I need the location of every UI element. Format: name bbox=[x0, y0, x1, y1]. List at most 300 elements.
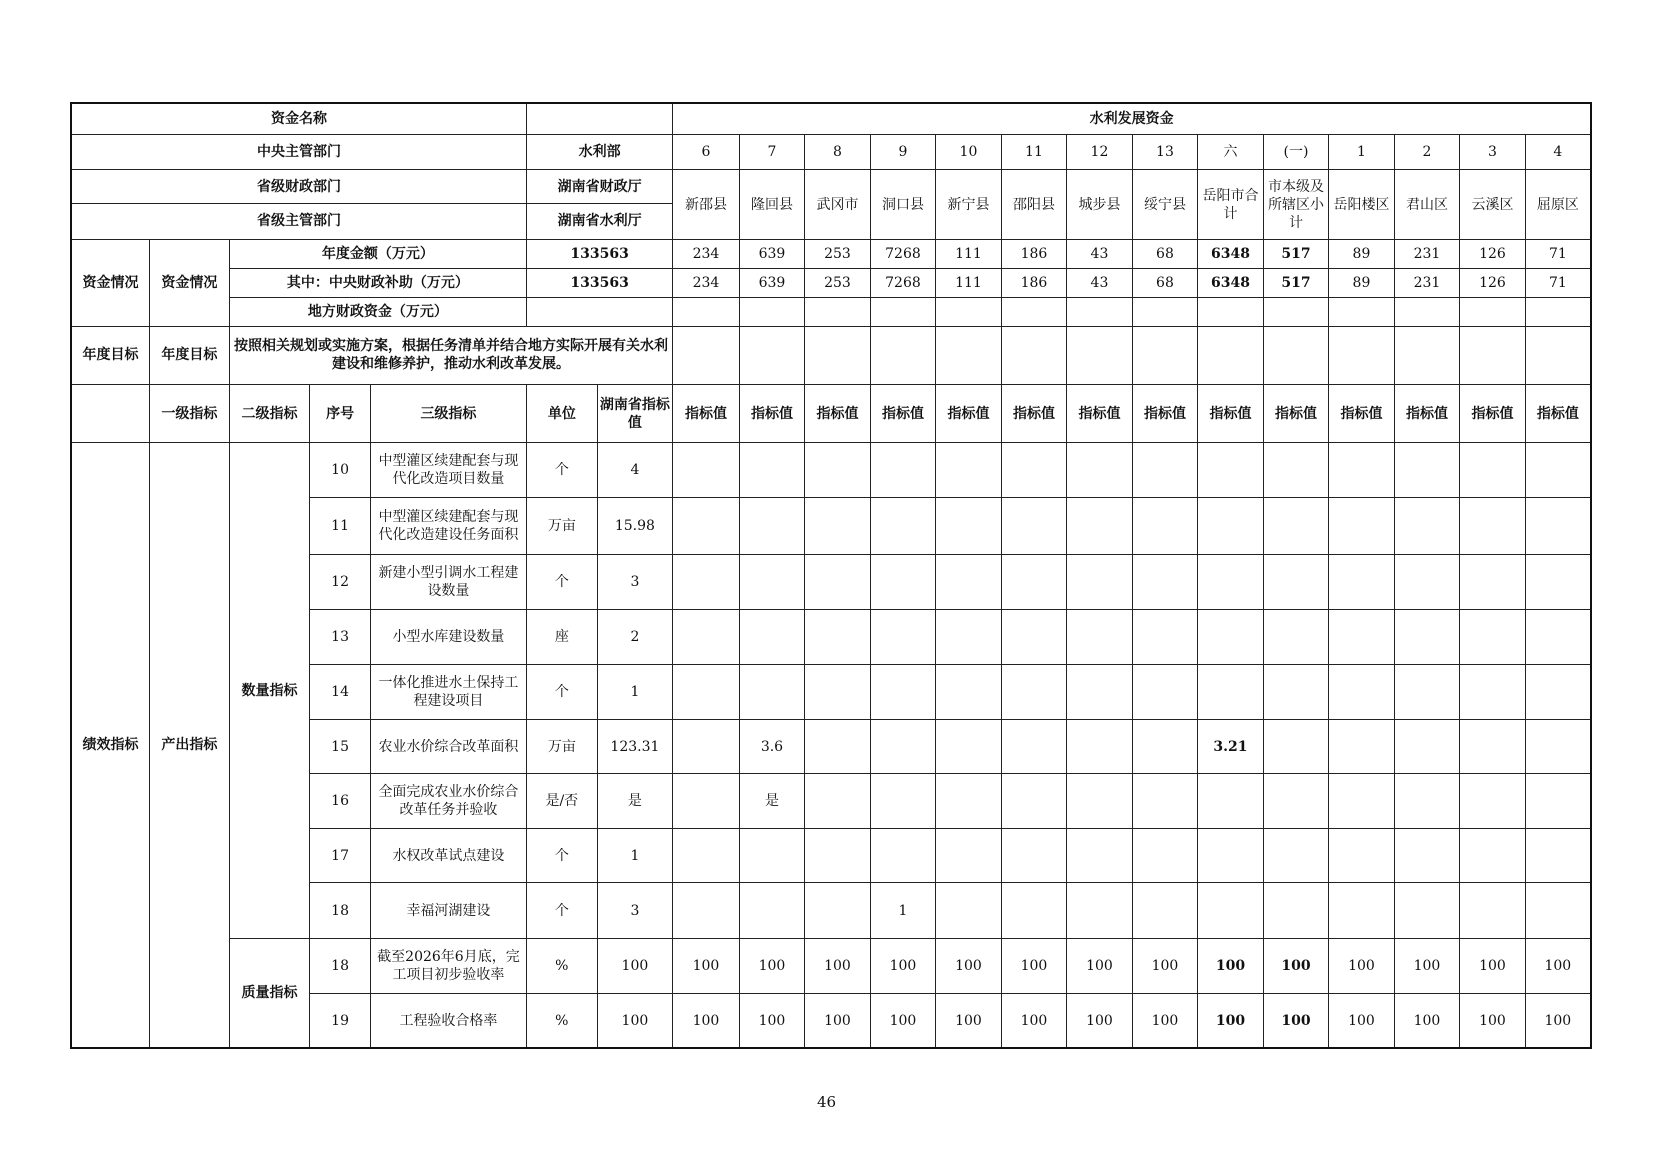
indicator-value-cell bbox=[936, 665, 1002, 720]
indicator-value-cell: 100 bbox=[1067, 994, 1133, 1048]
annual-amount-cell: 186 bbox=[1001, 239, 1067, 268]
indicator-value-cell bbox=[1067, 883, 1133, 939]
indicator-value-cell bbox=[739, 883, 805, 939]
indicator-unit: 个 bbox=[527, 883, 598, 939]
indicator-unit: % bbox=[527, 939, 598, 994]
goal-sub-label: 年度目标 bbox=[150, 326, 230, 384]
indicator-value-cell bbox=[1329, 665, 1395, 720]
indicator-value-cell bbox=[1001, 555, 1067, 610]
indicator-name: 水权改革试点建设 bbox=[370, 829, 526, 883]
performance-table bbox=[70, 102, 1592, 1049]
central-subsidy-cell: 68 bbox=[1132, 268, 1198, 298]
indicator-row bbox=[71, 443, 1591, 498]
central-subsidy-cell: 126 bbox=[1460, 268, 1526, 298]
indicator-value-cell bbox=[673, 883, 740, 939]
fund-name-blank bbox=[527, 103, 673, 135]
indicator-value-cell bbox=[1263, 610, 1329, 665]
indicator-value-cell bbox=[1263, 774, 1329, 829]
indicator-seq: 13 bbox=[310, 610, 370, 665]
region-number: 12 bbox=[1067, 135, 1133, 170]
indicator-value-header: 指标值 bbox=[1460, 384, 1526, 442]
local-fund-cell bbox=[1001, 298, 1067, 327]
region-number: 9 bbox=[870, 135, 936, 170]
indicator-name: 工程验收合格率 bbox=[370, 994, 526, 1048]
indicator-prov-value: 123.31 bbox=[597, 720, 673, 774]
local-fund-cell bbox=[936, 298, 1002, 327]
indicator-value-header: 指标值 bbox=[1001, 384, 1067, 442]
indicator-unit: 个 bbox=[527, 829, 598, 883]
indicator-value-cell bbox=[673, 720, 740, 774]
indicator-name: 一体化推进水土保持工程建设项目 bbox=[370, 665, 526, 720]
prov-dept-label: 省级主管部门 bbox=[71, 204, 527, 240]
local-fund-cell bbox=[1394, 298, 1460, 327]
indicator-value-cell bbox=[1198, 774, 1264, 829]
indicator-prov-value: 15.98 bbox=[597, 498, 673, 555]
indicator-value-cell bbox=[1067, 774, 1133, 829]
indicator-value-cell bbox=[1001, 774, 1067, 829]
indicator-name: 幸福河湖建设 bbox=[370, 883, 526, 939]
central-dept-value: 水利部 bbox=[527, 135, 673, 170]
indicator-value-cell bbox=[1460, 829, 1526, 883]
goal-text: 按照相关规划或实施方案，根据任务清单并结合地方实际开展有关水利建设和维修养护，推动水利改革发展。 bbox=[229, 326, 672, 384]
indicator-value-cell: 100 bbox=[739, 939, 805, 994]
indicator-unit: 万亩 bbox=[527, 720, 598, 774]
indicator-value-cell bbox=[1525, 883, 1591, 939]
indicator-value-header: 指标值 bbox=[739, 384, 805, 442]
indicator-seq: 19 bbox=[310, 994, 370, 1048]
indicator-value-cell bbox=[739, 443, 805, 498]
indicator-value-cell bbox=[1460, 498, 1526, 555]
local-fund-cell bbox=[1198, 298, 1264, 327]
region-name: 邵阳县 bbox=[1001, 170, 1067, 240]
indicator-name: 农业水价综合改革面积 bbox=[370, 720, 526, 774]
indicator-value-cell bbox=[1001, 498, 1067, 555]
indicator-value-cell bbox=[1198, 498, 1264, 555]
local-fund-cell bbox=[1263, 298, 1329, 327]
indicator-value-cell bbox=[1067, 610, 1133, 665]
region-name: 市本级及所辖区小计 bbox=[1263, 170, 1329, 240]
region-number: 8 bbox=[805, 135, 871, 170]
central-subsidy-cell: 253 bbox=[805, 268, 871, 298]
goal-blank-cell bbox=[936, 326, 1002, 384]
performance-label: 绩效指标 bbox=[71, 443, 150, 1048]
annual-amount-cell: 71 bbox=[1525, 239, 1591, 268]
region-name: 洞口县 bbox=[870, 170, 936, 240]
indicator-value-cell bbox=[1525, 829, 1591, 883]
indicator-value-header: 指标值 bbox=[870, 384, 936, 442]
indicator-value-cell: 100 bbox=[1460, 939, 1526, 994]
local-fund-cell bbox=[1525, 298, 1591, 327]
indicator-value-cell: 100 bbox=[1067, 939, 1133, 994]
indicator-value-cell: 3.6 bbox=[739, 720, 805, 774]
local-fund-cell bbox=[805, 298, 871, 327]
indicator-value-cell bbox=[1394, 883, 1460, 939]
indicator-name: 小型水库建设数量 bbox=[370, 610, 526, 665]
indicator-value-cell bbox=[805, 555, 871, 610]
indicator-value-cell: 100 bbox=[1001, 939, 1067, 994]
central-subsidy-cell: 89 bbox=[1329, 268, 1395, 298]
indicator-value-cell bbox=[870, 498, 936, 555]
annual-amount-cell: 253 bbox=[805, 239, 871, 268]
goal-blank-cell bbox=[1001, 326, 1067, 384]
indicator-value-cell bbox=[673, 829, 740, 883]
ind-head-unit: 单位 bbox=[527, 384, 598, 442]
indicator-value-cell bbox=[1132, 665, 1198, 720]
output-indicator-label: 产出指标 bbox=[150, 443, 230, 1048]
fund-name-label: 资金名称 bbox=[71, 103, 527, 135]
indicator-value-cell bbox=[936, 498, 1002, 555]
indicator-value-cell bbox=[1001, 883, 1067, 939]
region-number: 2 bbox=[1394, 135, 1460, 170]
indicator-value-cell bbox=[1263, 443, 1329, 498]
indicator-seq: 11 bbox=[310, 498, 370, 555]
indicator-value-cell: 100 bbox=[1460, 994, 1526, 1048]
indicator-name: 新建小型引调水工程建设数量 bbox=[370, 555, 526, 610]
annual-amount-total: 133563 bbox=[527, 239, 673, 268]
indicator-value-cell bbox=[1329, 829, 1395, 883]
indicator-value-cell bbox=[1198, 610, 1264, 665]
indicator-prov-value: 100 bbox=[597, 939, 673, 994]
indicator-value-cell bbox=[673, 610, 740, 665]
indicator-value-cell bbox=[1067, 555, 1133, 610]
indicator-value-cell bbox=[805, 883, 871, 939]
central-dept-label: 中央主管部门 bbox=[71, 135, 527, 170]
central-subsidy-cell: 517 bbox=[1263, 268, 1329, 298]
region-name: 岳阳楼区 bbox=[1329, 170, 1395, 240]
goal-blank-cell bbox=[673, 326, 740, 384]
indicator-prov-value: 100 bbox=[597, 994, 673, 1048]
region-number: 13 bbox=[1132, 135, 1198, 170]
indicator-value-cell bbox=[1001, 610, 1067, 665]
indicator-value-cell bbox=[1329, 498, 1395, 555]
indicator-value-cell: 100 bbox=[1263, 939, 1329, 994]
funds-sub-label: 资金情况 bbox=[150, 239, 230, 326]
central-subsidy-total: 133563 bbox=[527, 268, 673, 298]
indicator-value-cell bbox=[1460, 443, 1526, 498]
goal-blank-cell bbox=[1329, 326, 1395, 384]
indicator-value-cell bbox=[1394, 774, 1460, 829]
goal-blank-cell bbox=[1132, 326, 1198, 384]
ind-head-level3: 三级指标 bbox=[370, 384, 526, 442]
indicator-value-cell: 100 bbox=[870, 994, 936, 1048]
indicator-value-cell: 100 bbox=[1525, 994, 1591, 1048]
ind-head-seq: 序号 bbox=[310, 384, 370, 442]
indicator-value-cell bbox=[936, 443, 1002, 498]
indicator-value-cell bbox=[1329, 720, 1395, 774]
goal-blank-cell bbox=[870, 326, 936, 384]
indicator-value-cell bbox=[805, 498, 871, 555]
ind-head-prov-value: 湖南省指标值 bbox=[597, 384, 673, 442]
indicator-value-cell bbox=[1198, 829, 1264, 883]
indicator-value-cell: 100 bbox=[1394, 939, 1460, 994]
quantity-indicator-label: 数量指标 bbox=[229, 443, 310, 939]
region-number: 3 bbox=[1460, 135, 1526, 170]
local-fund-cell bbox=[870, 298, 936, 327]
goal-blank-cell bbox=[1067, 326, 1133, 384]
annual-amount-cell: 6348 bbox=[1198, 239, 1264, 268]
indicator-value-header: 指标值 bbox=[1525, 384, 1591, 442]
indicator-unit: 万亩 bbox=[527, 498, 598, 555]
indicator-value-cell bbox=[1394, 720, 1460, 774]
indicator-value-cell bbox=[1394, 498, 1460, 555]
indicator-value-cell bbox=[805, 443, 871, 498]
goal-label: 年度目标 bbox=[71, 326, 150, 384]
region-number: 6 bbox=[673, 135, 740, 170]
indicator-value-header: 指标值 bbox=[936, 384, 1002, 442]
indicator-value-cell bbox=[739, 829, 805, 883]
annual-amount-cell: 126 bbox=[1460, 239, 1526, 268]
indicator-unit: 座 bbox=[527, 610, 598, 665]
indicator-prov-value: 1 bbox=[597, 665, 673, 720]
goal-blank-cell bbox=[805, 326, 871, 384]
indicator-value-cell bbox=[1198, 883, 1264, 939]
annual-amount-cell: 89 bbox=[1329, 239, 1395, 268]
indicator-prov-value: 4 bbox=[597, 443, 673, 498]
indicator-value-cell bbox=[1001, 665, 1067, 720]
indicator-value-cell bbox=[1329, 774, 1395, 829]
region-number: 7 bbox=[739, 135, 805, 170]
indicator-value-cell bbox=[805, 665, 871, 720]
indicator-value-cell bbox=[1460, 665, 1526, 720]
funds-section-label: 资金情况 bbox=[71, 239, 150, 326]
indicator-value-cell bbox=[1460, 610, 1526, 665]
indicator-unit: 个 bbox=[527, 555, 598, 610]
local-fund-cell bbox=[1132, 298, 1198, 327]
indicator-value-cell bbox=[805, 720, 871, 774]
fund-name-value: 水利发展资金 bbox=[673, 103, 1591, 135]
indicator-value-cell bbox=[1132, 443, 1198, 498]
local-fund-cell bbox=[739, 298, 805, 327]
indicator-value-cell bbox=[673, 443, 740, 498]
indicator-value-cell bbox=[936, 883, 1002, 939]
local-fund-total bbox=[527, 298, 673, 327]
indicator-value-cell bbox=[1067, 443, 1133, 498]
indicator-value-cell bbox=[936, 720, 1002, 774]
indicator-seq: 18 bbox=[310, 939, 370, 994]
ind-head-blank bbox=[71, 384, 150, 442]
indicator-value-header: 指标值 bbox=[1198, 384, 1264, 442]
indicator-value-header: 指标值 bbox=[1329, 384, 1395, 442]
indicator-value-cell: 100 bbox=[1001, 994, 1067, 1048]
indicator-value-cell bbox=[1132, 883, 1198, 939]
annual-amount-label: 年度金额（万元） bbox=[229, 239, 526, 268]
indicator-value-cell bbox=[1263, 829, 1329, 883]
indicator-value-cell bbox=[1525, 498, 1591, 555]
region-number: 10 bbox=[936, 135, 1002, 170]
page-number: 46 bbox=[816, 1093, 837, 1111]
indicator-seq: 15 bbox=[310, 720, 370, 774]
annual-amount-cell: 7268 bbox=[870, 239, 936, 268]
indicator-value-cell bbox=[1525, 610, 1591, 665]
indicator-value-cell: 100 bbox=[1198, 939, 1264, 994]
region-name: 君山区 bbox=[1394, 170, 1460, 240]
annual-amount-cell: 231 bbox=[1394, 239, 1460, 268]
indicator-value-cell bbox=[1198, 665, 1264, 720]
central-subsidy-cell: 6348 bbox=[1198, 268, 1264, 298]
indicator-value-cell bbox=[1263, 883, 1329, 939]
ind-head-level2: 二级指标 bbox=[229, 384, 310, 442]
indicator-value-header: 指标值 bbox=[1132, 384, 1198, 442]
goal-blank-cell bbox=[1525, 326, 1591, 384]
indicator-row bbox=[71, 939, 1591, 994]
goal-blank-cell bbox=[1198, 326, 1264, 384]
indicator-value-cell bbox=[1132, 774, 1198, 829]
indicator-value-cell bbox=[1460, 774, 1526, 829]
central-subsidy-cell: 231 bbox=[1394, 268, 1460, 298]
indicator-unit: % bbox=[527, 994, 598, 1048]
indicator-value-cell bbox=[1394, 443, 1460, 498]
indicator-value-cell bbox=[1329, 555, 1395, 610]
annual-amount-cell: 234 bbox=[673, 239, 740, 268]
region-number: (一) bbox=[1263, 135, 1329, 170]
indicator-value-cell bbox=[936, 829, 1002, 883]
indicator-name: 中型灌区续建配套与现代化改造建设任务面积 bbox=[370, 498, 526, 555]
indicator-value-header: 指标值 bbox=[673, 384, 740, 442]
indicator-unit: 是/否 bbox=[527, 774, 598, 829]
indicator-value-cell bbox=[1329, 610, 1395, 665]
indicator-prov-value: 是 bbox=[597, 774, 673, 829]
indicator-value-cell bbox=[1198, 555, 1264, 610]
indicator-value-cell: 100 bbox=[1263, 994, 1329, 1048]
local-fund-label: 地方财政资金（万元） bbox=[229, 298, 526, 327]
local-fund-cell bbox=[673, 298, 740, 327]
indicator-value-cell: 100 bbox=[1132, 939, 1198, 994]
prov-finance-label: 省级财政部门 bbox=[71, 170, 527, 204]
indicator-prov-value: 1 bbox=[597, 829, 673, 883]
annual-amount-cell: 43 bbox=[1067, 239, 1133, 268]
indicator-value-cell: 100 bbox=[805, 939, 871, 994]
indicator-value-cell bbox=[870, 610, 936, 665]
prov-finance-value: 湖南省财政厅 bbox=[527, 170, 673, 204]
indicator-value-cell bbox=[1001, 720, 1067, 774]
indicator-value-cell bbox=[1001, 829, 1067, 883]
indicator-value-cell bbox=[805, 829, 871, 883]
central-subsidy-label: 其中：中央财政补助（万元） bbox=[229, 268, 526, 298]
indicator-value-header: 指标值 bbox=[1263, 384, 1329, 442]
indicator-value-cell: 是 bbox=[739, 774, 805, 829]
central-subsidy-cell: 111 bbox=[936, 268, 1002, 298]
central-subsidy-cell: 7268 bbox=[870, 268, 936, 298]
ind-head-level1: 一级指标 bbox=[150, 384, 230, 442]
indicator-value-cell: 100 bbox=[673, 939, 740, 994]
indicator-value-cell bbox=[1067, 665, 1133, 720]
region-number: 4 bbox=[1525, 135, 1591, 170]
indicator-value-cell: 100 bbox=[805, 994, 871, 1048]
indicator-value-cell bbox=[1460, 883, 1526, 939]
indicator-value-cell: 100 bbox=[870, 939, 936, 994]
quality-indicator-label: 质量指标 bbox=[229, 939, 310, 1048]
indicator-value-cell: 100 bbox=[1198, 994, 1264, 1048]
goal-blank-cell bbox=[1394, 326, 1460, 384]
indicator-value-cell bbox=[1132, 555, 1198, 610]
indicator-value-cell bbox=[673, 665, 740, 720]
indicator-value-cell bbox=[870, 720, 936, 774]
indicator-name: 截至2026年6月底，完工项目初步验收率 bbox=[370, 939, 526, 994]
indicator-name: 中型灌区续建配套与现代化改造项目数量 bbox=[370, 443, 526, 498]
region-name: 绥宁县 bbox=[1132, 170, 1198, 240]
indicator-value-cell bbox=[1460, 720, 1526, 774]
indicator-value-cell bbox=[1525, 665, 1591, 720]
indicator-value-cell bbox=[936, 610, 1002, 665]
goal-blank-cell bbox=[739, 326, 805, 384]
annual-amount-cell: 517 bbox=[1263, 239, 1329, 268]
indicator-value-cell bbox=[1132, 720, 1198, 774]
region-name: 城步县 bbox=[1067, 170, 1133, 240]
annual-amount-cell: 68 bbox=[1132, 239, 1198, 268]
region-name: 隆回县 bbox=[739, 170, 805, 240]
indicator-value-cell bbox=[673, 498, 740, 555]
goal-blank-cell bbox=[1460, 326, 1526, 384]
indicator-value-cell: 100 bbox=[936, 939, 1002, 994]
region-name: 新宁县 bbox=[936, 170, 1002, 240]
annual-amount-cell: 639 bbox=[739, 239, 805, 268]
indicator-value-cell bbox=[805, 610, 871, 665]
indicator-seq: 14 bbox=[310, 665, 370, 720]
indicator-value-cell bbox=[1329, 443, 1395, 498]
indicator-value-cell: 3.21 bbox=[1198, 720, 1264, 774]
indicator-value-cell bbox=[673, 555, 740, 610]
indicator-value-cell: 1 bbox=[870, 883, 936, 939]
central-subsidy-cell: 186 bbox=[1001, 268, 1067, 298]
region-number: 1 bbox=[1329, 135, 1395, 170]
indicator-value-cell: 100 bbox=[1394, 994, 1460, 1048]
indicator-value-cell bbox=[1263, 720, 1329, 774]
central-subsidy-cell: 71 bbox=[1525, 268, 1591, 298]
region-number: 11 bbox=[1001, 135, 1067, 170]
indicator-value-cell bbox=[870, 443, 936, 498]
annual-amount-cell: 111 bbox=[936, 239, 1002, 268]
local-fund-cell bbox=[1460, 298, 1526, 327]
indicator-value-cell bbox=[1132, 829, 1198, 883]
indicator-value-cell: 100 bbox=[673, 994, 740, 1048]
central-subsidy-cell: 639 bbox=[739, 268, 805, 298]
indicator-prov-value: 2 bbox=[597, 610, 673, 665]
indicator-value-cell bbox=[1394, 555, 1460, 610]
indicator-unit: 个 bbox=[527, 665, 598, 720]
region-name: 云溪区 bbox=[1460, 170, 1526, 240]
indicator-value-cell bbox=[870, 555, 936, 610]
prov-dept-value: 湖南省水利厅 bbox=[527, 204, 673, 240]
indicator-value-header: 指标值 bbox=[805, 384, 871, 442]
goal-blank-cell bbox=[1263, 326, 1329, 384]
indicator-value-cell bbox=[1067, 498, 1133, 555]
indicator-value-cell bbox=[739, 610, 805, 665]
indicator-value-cell bbox=[1394, 829, 1460, 883]
indicator-value-cell: 100 bbox=[936, 994, 1002, 1048]
indicator-value-cell bbox=[1525, 555, 1591, 610]
indicator-seq: 10 bbox=[310, 443, 370, 498]
region-name: 武冈市 bbox=[805, 170, 871, 240]
indicator-value-cell bbox=[1329, 883, 1395, 939]
region-name: 屈原区 bbox=[1525, 170, 1591, 240]
indicator-value-cell bbox=[1525, 443, 1591, 498]
region-name: 岳阳市合计 bbox=[1198, 170, 1264, 240]
indicator-value-cell bbox=[1460, 555, 1526, 610]
indicator-value-cell bbox=[1132, 610, 1198, 665]
local-fund-cell bbox=[1329, 298, 1395, 327]
indicator-value-header: 指标值 bbox=[1067, 384, 1133, 442]
indicator-value-cell bbox=[739, 498, 805, 555]
indicator-value-cell: 100 bbox=[1132, 994, 1198, 1048]
indicator-value-cell bbox=[1198, 443, 1264, 498]
indicator-value-cell bbox=[1394, 665, 1460, 720]
indicator-value-cell bbox=[1525, 720, 1591, 774]
indicator-value-cell bbox=[673, 774, 740, 829]
indicator-value-cell bbox=[739, 555, 805, 610]
indicator-prov-value: 3 bbox=[597, 883, 673, 939]
indicator-value-cell bbox=[1263, 555, 1329, 610]
indicator-value-cell: 100 bbox=[1329, 994, 1395, 1048]
